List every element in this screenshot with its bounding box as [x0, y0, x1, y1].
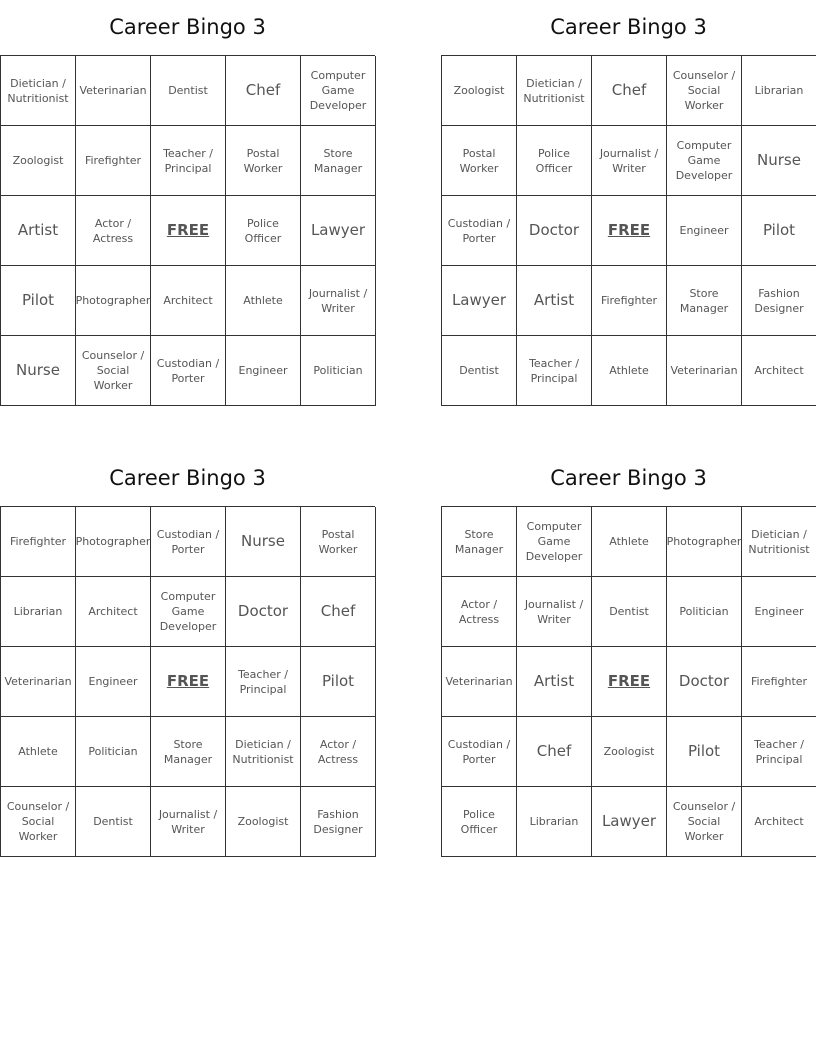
- bingo-cell: Engineer: [76, 647, 151, 717]
- bingo-cell: Zoologist: [226, 787, 301, 857]
- bingo-cell: Store Manager: [442, 507, 517, 577]
- bingo-cell: Custodian / Porter: [442, 717, 517, 787]
- bingo-cell: Pilot: [742, 196, 816, 266]
- bingo-cell: Store Manager: [301, 126, 376, 196]
- bingo-cell: Computer Game Developer: [151, 577, 226, 647]
- bingo-grid: [441, 506, 816, 857]
- bingo-cell: Artist: [517, 647, 592, 717]
- bingo-cell: Photographer: [76, 507, 151, 577]
- free-space: FREE: [592, 647, 667, 717]
- bingo-cell: Journalist / Writer: [301, 266, 376, 336]
- bingo-cell: Athlete: [592, 336, 667, 406]
- bingo-cell: Firefighter: [76, 126, 151, 196]
- bingo-cell: Librarian: [517, 787, 592, 857]
- bingo-cell: Postal Worker: [301, 507, 376, 577]
- bingo-cell: Dietician / Nutritionist: [1, 56, 76, 126]
- bingo-cell: Veterinarian: [1, 647, 76, 717]
- bingo-cell: Journalist / Writer: [592, 126, 667, 196]
- bingo-cell: Engineer: [226, 336, 301, 406]
- bingo-card-1: [0, 0, 375, 406]
- bingo-cell: Lawyer: [592, 787, 667, 857]
- card-title: Career Bingo 3: [550, 15, 707, 39]
- free-space: FREE: [151, 196, 226, 266]
- bingo-grid: [0, 506, 375, 857]
- bingo-cell: Chef: [592, 56, 667, 126]
- bingo-cell: Doctor: [226, 577, 301, 647]
- bingo-cell: Actor / Actress: [76, 196, 151, 266]
- bingo-cell: Zoologist: [442, 56, 517, 126]
- bingo-cell: Firefighter: [1, 507, 76, 577]
- bingo-cell: Architect: [742, 787, 816, 857]
- bingo-cell: Custodian / Porter: [442, 196, 517, 266]
- bingo-cell: Police Officer: [226, 196, 301, 266]
- bingo-cell: Chef: [517, 717, 592, 787]
- bingo-cell: Custodian / Porter: [151, 507, 226, 577]
- bingo-cell: Teacher / Principal: [517, 336, 592, 406]
- bingo-cell: Custodian / Porter: [151, 336, 226, 406]
- bingo-cell: Pilot: [667, 717, 742, 787]
- bingo-cell: Politician: [667, 577, 742, 647]
- bingo-cell: Dentist: [76, 787, 151, 857]
- bingo-cell: Fashion Designer: [301, 787, 376, 857]
- bingo-card-2: [441, 0, 816, 406]
- bingo-cell: Computer Game Developer: [517, 507, 592, 577]
- bingo-card-3: [0, 451, 375, 857]
- bingo-cell: Zoologist: [1, 126, 76, 196]
- bingo-cell: Actor / Actress: [442, 577, 517, 647]
- bingo-cell: Nurse: [1, 336, 76, 406]
- bingo-cell: Firefighter: [742, 647, 816, 717]
- card-title: Career Bingo 3: [550, 466, 707, 490]
- bingo-card-4: [441, 451, 816, 857]
- bingo-cell: Fashion Designer: [742, 266, 816, 336]
- bingo-cell: Counselor / Social Worker: [667, 56, 742, 126]
- bingo-cell: Teacher / Principal: [742, 717, 816, 787]
- bingo-cell: Doctor: [667, 647, 742, 717]
- bingo-cell: Police Officer: [517, 126, 592, 196]
- bingo-cell: Dietician / Nutritionist: [226, 717, 301, 787]
- bingo-cell: Photographer: [76, 266, 151, 336]
- bingo-cell: Dietician / Nutritionist: [517, 56, 592, 126]
- bingo-cell: Teacher / Principal: [151, 126, 226, 196]
- bingo-cell: Veterinarian: [442, 647, 517, 717]
- free-space: FREE: [592, 196, 667, 266]
- bingo-cell: Engineer: [667, 196, 742, 266]
- bingo-cell: Store Manager: [151, 717, 226, 787]
- bingo-cell: Dentist: [151, 56, 226, 126]
- bingo-cell: Engineer: [742, 577, 816, 647]
- bingo-cell: Computer Game Developer: [667, 126, 742, 196]
- bingo-cell: Athlete: [1, 717, 76, 787]
- bingo-cell: Lawyer: [442, 266, 517, 336]
- bingo-cell: Counselor / Social Worker: [667, 787, 742, 857]
- bingo-cell: Veterinarian: [667, 336, 742, 406]
- bingo-cell: Librarian: [1, 577, 76, 647]
- bingo-cell: Librarian: [742, 56, 816, 126]
- bingo-cell: Counselor / Social Worker: [76, 336, 151, 406]
- bingo-cell: Photographer: [667, 507, 742, 577]
- bingo-cell: Veterinarian: [76, 56, 151, 126]
- bingo-cell: Dietician / Nutritionist: [742, 507, 816, 577]
- bingo-cell: Nurse: [226, 507, 301, 577]
- bingo-cell: Athlete: [592, 507, 667, 577]
- bingo-cell: Computer Game Developer: [301, 56, 376, 126]
- bingo-cell: Actor / Actress: [301, 717, 376, 787]
- bingo-cell: Doctor: [517, 196, 592, 266]
- bingo-cell: Store Manager: [667, 266, 742, 336]
- bingo-cell: Dentist: [592, 577, 667, 647]
- bingo-cell: Journalist / Writer: [517, 577, 592, 647]
- bingo-cell: Architect: [151, 266, 226, 336]
- bingo-cell: Pilot: [301, 647, 376, 717]
- bingo-cell: Teacher / Principal: [226, 647, 301, 717]
- bingo-cell: Pilot: [1, 266, 76, 336]
- bingo-cell: Zoologist: [592, 717, 667, 787]
- bingo-cell: Firefighter: [592, 266, 667, 336]
- bingo-cell: Artist: [517, 266, 592, 336]
- bingo-cell: Chef: [301, 577, 376, 647]
- bingo-cell: Chef: [226, 56, 301, 126]
- bingo-grid: [441, 55, 816, 406]
- bingo-cell: Architect: [742, 336, 816, 406]
- bingo-cell: Postal Worker: [226, 126, 301, 196]
- bingo-cell: Counselor / Social Worker: [1, 787, 76, 857]
- bingo-cell: Nurse: [742, 126, 816, 196]
- bingo-cell: Journalist / Writer: [151, 787, 226, 857]
- bingo-grid: [0, 55, 375, 406]
- bingo-cell: Police Officer: [442, 787, 517, 857]
- bingo-cell: Politician: [301, 336, 376, 406]
- bingo-cell: Athlete: [226, 266, 301, 336]
- bingo-cell: Artist: [1, 196, 76, 266]
- bingo-cell: Politician: [76, 717, 151, 787]
- bingo-cell: Architect: [76, 577, 151, 647]
- card-title: Career Bingo 3: [109, 466, 266, 490]
- bingo-cell: Postal Worker: [442, 126, 517, 196]
- free-space: FREE: [151, 647, 226, 717]
- card-title: Career Bingo 3: [109, 15, 266, 39]
- bingo-cell: Dentist: [442, 336, 517, 406]
- bingo-cell: Lawyer: [301, 196, 376, 266]
